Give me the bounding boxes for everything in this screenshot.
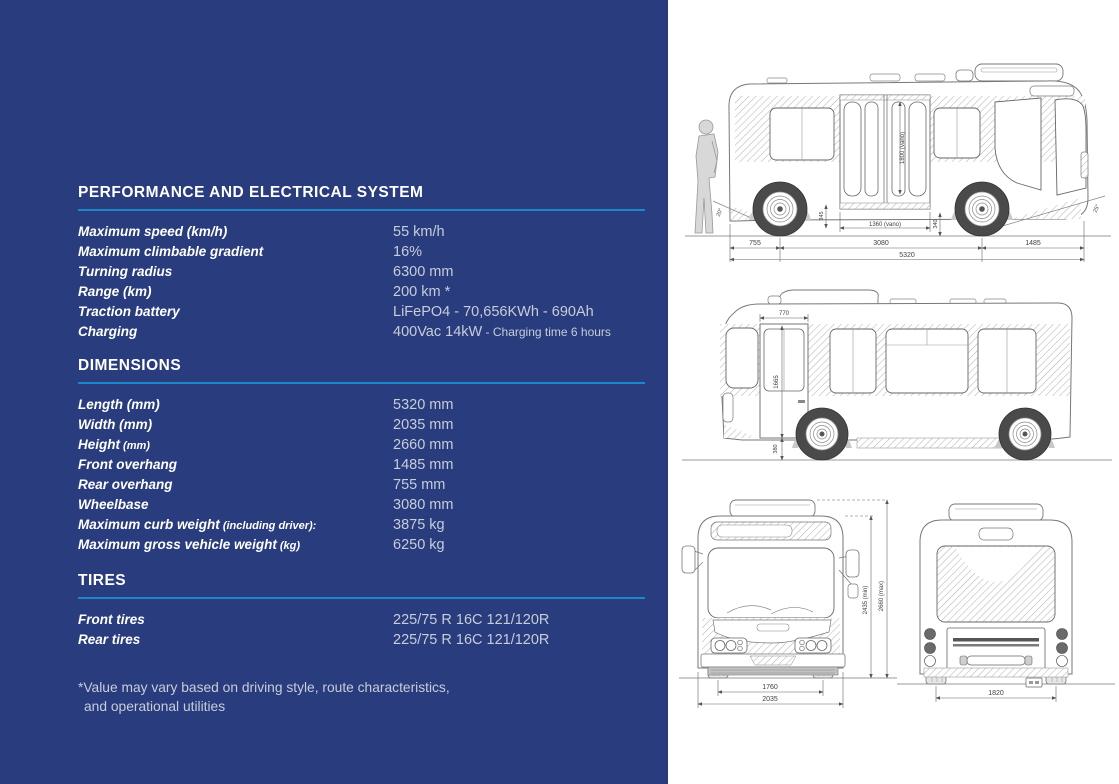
dim-front-overhang: 1485 <box>1025 240 1041 247</box>
spec-label: Range (km) <box>78 284 152 299</box>
footnote <box>78 678 450 716</box>
spec-value: LiFePO4 - 70,656KWh - 690Ah <box>393 304 594 320</box>
dim-rear-overhang: 755 <box>749 240 761 247</box>
roof-pod <box>768 296 781 304</box>
spec-row <box>78 610 645 630</box>
person-body <box>695 134 718 233</box>
spec-label: Rear overhang <box>78 477 173 492</box>
spec-label: Charging <box>78 324 138 339</box>
rear-wheel <box>999 408 1051 460</box>
spec-rows <box>78 395 645 555</box>
spec-row <box>78 630 645 650</box>
dim-height-max: 2660 (max) <box>879 580 885 612</box>
dim-front-angle: 25° <box>1092 203 1102 214</box>
dim-track-width: 1760 <box>762 684 778 691</box>
spec-row <box>78 475 645 495</box>
dim-rear-width: 1820 <box>988 690 1004 697</box>
connector-box <box>1026 678 1042 687</box>
dim-driver-door-width: 770 <box>778 311 790 317</box>
bus-rear <box>920 504 1072 687</box>
bus-front <box>682 500 859 678</box>
spec-label: Width (mm) <box>78 417 153 432</box>
bumper-center-tab <box>750 656 796 665</box>
spec-value: 200 km * <box>393 284 451 300</box>
spec-label: Maximum curb weight (including driver): <box>78 517 317 532</box>
person-head <box>699 120 713 134</box>
dim-ground-clearance: 380 <box>773 444 779 454</box>
roof-vent <box>870 74 900 81</box>
destination-sign <box>717 525 792 537</box>
section-title: TIRES <box>78 572 127 589</box>
spec-value: 2035 mm <box>393 417 454 433</box>
footnote-line-1: *Value may vary based on driving style, route characteristics, <box>78 680 450 695</box>
dim-wheelbase: 3080 <box>873 240 889 247</box>
spec-label: Wheelbase <box>78 497 149 512</box>
roof-pod <box>956 70 973 81</box>
front-wheel <box>955 182 1009 236</box>
roof-ac-unit <box>730 500 815 517</box>
spec-label: Rear tires <box>78 632 141 647</box>
section-rule <box>78 382 645 384</box>
door-glass <box>909 102 926 196</box>
spec-rows <box>78 610 645 650</box>
headlight-cluster-left <box>711 638 747 653</box>
door-glass <box>865 102 878 196</box>
spec-value: 6250 kg <box>393 537 445 553</box>
spec-row <box>78 302 645 322</box>
bus-side-right <box>713 64 1105 236</box>
door-handle <box>798 400 805 403</box>
section-tires <box>78 572 645 650</box>
spec-label: Maximum speed (km/h) <box>78 224 228 239</box>
door-header-hatch <box>840 95 930 100</box>
dim-rear-angle: 20° <box>715 207 725 218</box>
spec-row <box>78 322 645 342</box>
dim-total-length: 5320 <box>899 252 915 259</box>
dim-door-opening: 1360 (vano) <box>868 222 902 228</box>
roof-vent <box>915 74 945 81</box>
roof-ac-unit <box>975 64 1063 81</box>
spec-row <box>78 495 645 515</box>
spec-row <box>78 242 645 262</box>
headlight-cluster-right <box>795 638 831 653</box>
spec-value: 755 mm <box>393 477 446 493</box>
dim-driver-door-height: 1665 <box>774 375 780 389</box>
spec-value: 225/75 R 16C 121/120R <box>393 612 550 628</box>
person-figure <box>695 120 718 233</box>
bus-side-left <box>720 290 1072 460</box>
lower-grille <box>708 667 838 675</box>
spec-label: Length (mm) <box>78 397 160 412</box>
front-marker-light <box>1081 152 1088 178</box>
spec-label: Front tires <box>78 612 145 627</box>
spec-value: 3080 mm <box>393 497 454 513</box>
spec-value: 2660 mm <box>393 437 454 453</box>
spec-row <box>78 535 645 555</box>
front-wheel <box>796 408 848 460</box>
top-marker-light <box>979 528 1013 540</box>
section-dimensions <box>78 357 645 555</box>
spec-value: 6300 mm <box>393 264 454 280</box>
dim-overall-width: 2035 <box>762 696 778 703</box>
section-rule <box>78 209 645 211</box>
drawing-front-view <box>675 492 903 782</box>
spec-row <box>78 515 645 535</box>
footnote-line-2: and operational utilities <box>84 699 226 714</box>
spec-value: 400Vac 14kW - Charging time 6 hours <box>393 324 611 340</box>
spec-label: Height (mm) <box>78 437 150 452</box>
spec-row <box>78 282 645 302</box>
spec-row <box>78 455 645 475</box>
rocker-hatch <box>857 438 1002 448</box>
dim-door-height: 1800 (vano) <box>900 131 906 165</box>
spec-value: 16% <box>393 244 423 260</box>
spec-row <box>78 395 645 415</box>
roof-ac-unit <box>779 290 878 304</box>
spec-label: Front overhang <box>78 457 178 472</box>
dim-step-height: 345 <box>819 211 825 221</box>
passenger-door <box>840 95 930 209</box>
spec-value: 3875 kg <box>393 517 445 533</box>
spec-row <box>78 435 645 455</box>
spec-row <box>78 222 645 242</box>
spec-row <box>78 262 645 282</box>
rear-skirt-hatch <box>924 668 1068 677</box>
rear-wheel <box>753 182 807 236</box>
spec-label: Maximum gross vehicle weight (kg) <box>78 537 301 552</box>
spec-value: 225/75 R 16C 121/120R <box>393 632 550 648</box>
drawing-rear-view <box>893 492 1119 782</box>
spec-value: 5320 mm <box>393 397 454 413</box>
section-performance <box>78 184 645 342</box>
roof-vent <box>767 78 787 83</box>
license-plate-bar <box>967 656 1025 665</box>
spec-label: Traction battery <box>78 304 180 319</box>
front-light-cluster <box>723 393 733 422</box>
door-sill-hatch <box>840 203 930 209</box>
windshield <box>708 548 834 618</box>
destination-sign <box>1030 86 1074 96</box>
dim-floor-height: 340 <box>933 219 939 229</box>
spec-value: 55 km/h <box>393 224 445 240</box>
section-title: DIMENSIONS <box>78 357 182 374</box>
spec-label: Turning radius <box>78 264 173 279</box>
drawings-panel <box>668 0 1119 784</box>
rear-access-panel <box>947 628 1045 674</box>
spec-row <box>78 415 645 435</box>
door-glass <box>844 102 861 196</box>
spec-label: Maximum climbable gradient <box>78 244 264 259</box>
roof-ac-unit <box>949 504 1043 521</box>
section-title: PERFORMANCE AND ELECTRICAL SYSTEM <box>78 184 424 201</box>
front-logo-slot <box>757 624 789 631</box>
section-rule <box>78 597 645 599</box>
drawing-side-view-right <box>675 0 1119 266</box>
spec-value: 1485 mm <box>393 457 454 473</box>
windshield <box>1055 99 1086 195</box>
spec-value-note: - Charging time 6 hours <box>482 325 611 339</box>
drawing-side-view-left <box>672 288 1119 480</box>
dim-height-min: 2435 (min) <box>863 585 869 615</box>
windshield <box>726 328 758 388</box>
spec-rows <box>78 222 645 342</box>
